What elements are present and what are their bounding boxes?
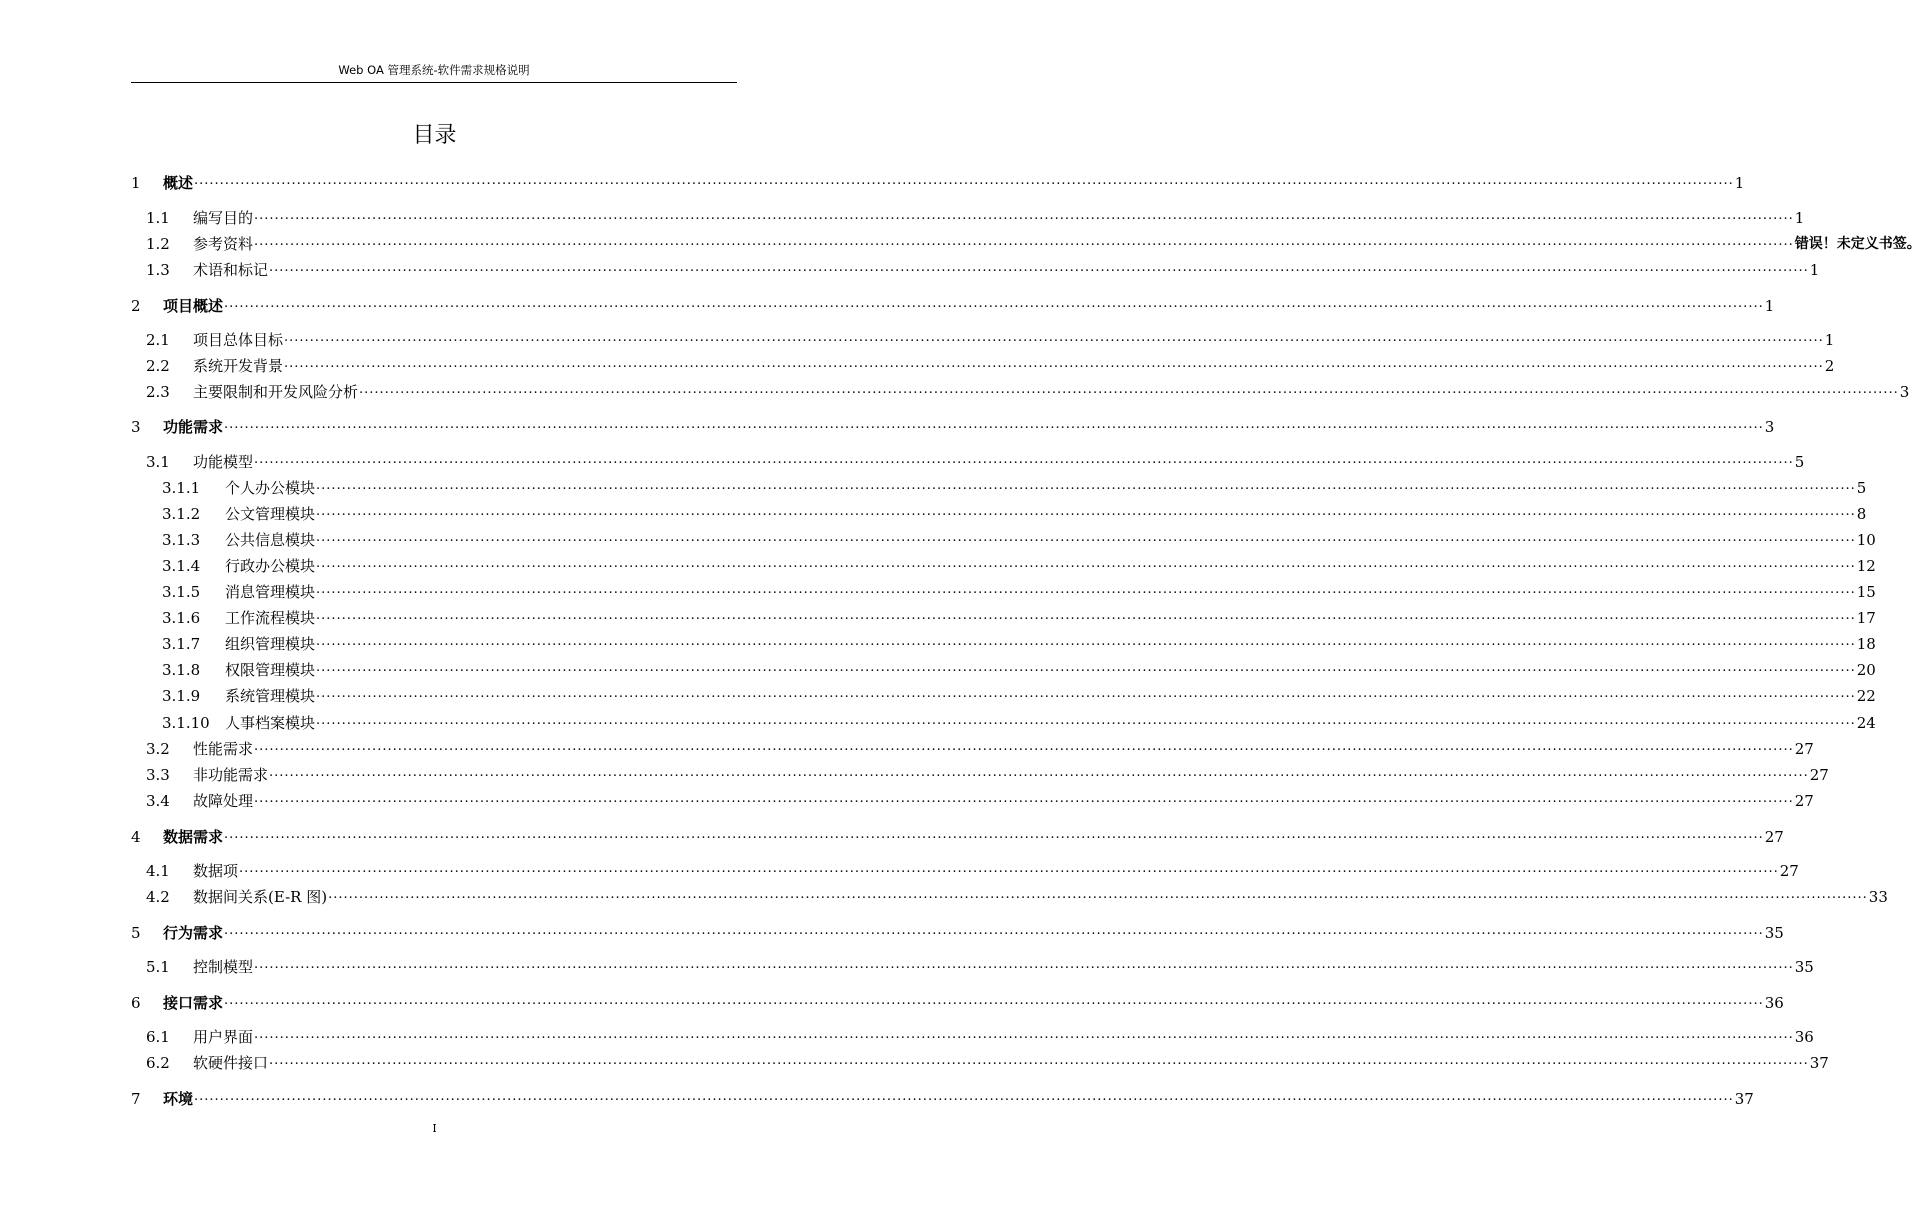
toc-leader-dots: ............................................................................................................................................................................................................................................................................................................ xyxy=(254,234,1794,249)
toc-entry-page: 5 xyxy=(1794,453,1805,471)
toc-entry-page: 10 xyxy=(1856,531,1876,549)
toc-entry[interactable] xyxy=(131,326,1835,350)
toc-leader-dots: ............................................................................................................................................................................................................................................................................................................ xyxy=(284,356,1824,371)
toc-leader-dots: ............................................................................................................................................................................................................................................................................................................ xyxy=(316,713,1856,728)
toc-entry[interactable] xyxy=(131,1049,1829,1073)
toc-entry-page: 27 xyxy=(1794,792,1814,810)
toc-entry-number: 1 xyxy=(131,174,141,192)
toc-entry-number: 3.1 xyxy=(146,453,170,471)
toc-entry-title: 用户界面 xyxy=(193,1028,254,1046)
toc-entry-title: 功能模型 xyxy=(193,453,254,471)
toc-entry-title: 术语和标记 xyxy=(193,261,269,279)
toc-entry[interactable] xyxy=(131,823,1784,847)
toc-entry-number: 6.2 xyxy=(146,1054,170,1072)
toc-leader-dots: ............................................................................................................................................................................................................................................................................................................ xyxy=(269,765,1809,780)
toc-entry-page: 8 xyxy=(1856,505,1867,523)
toc-entry[interactable] xyxy=(131,761,1829,785)
toc-entry-page: 2 xyxy=(1824,357,1835,375)
toc-entry-page: 1 xyxy=(1824,331,1835,349)
toc-entry-title: 系统管理模块 xyxy=(225,687,316,705)
toc-leader-dots: ............................................................................................................................................................................................................................................................................................................ xyxy=(328,887,1868,902)
toc-leader-dots: ............................................................................................................................................................................................................................................................................................................ xyxy=(316,478,1856,493)
toc-entry-number: 3.2 xyxy=(146,740,170,758)
toc-leader-dots: ............................................................................................................................................................................................................................................................................................................ xyxy=(316,582,1856,597)
toc-entry-title: 主要限制和开发风险分析 xyxy=(193,383,359,401)
toc-entry-title: 权限管理模块 xyxy=(225,661,316,679)
toc-entry-page: 12 xyxy=(1856,557,1876,575)
toc-leader-dots: ............................................................................................................................................................................................................................................................................................................ xyxy=(316,530,1856,545)
toc-leader-dots: ............................................................................................................................................................................................................................................................................................................ xyxy=(284,330,1824,345)
toc-entry-title: 非功能需求 xyxy=(193,766,269,784)
toc-entry-page: 27 xyxy=(1809,766,1829,784)
toc-leader-dots: ............................................................................................................................................................................................................................................................................................................ xyxy=(316,504,1856,519)
toc-entry-title: 系统开发背景 xyxy=(193,357,284,375)
toc-entry[interactable] xyxy=(131,204,1805,228)
toc-entry-page: 20 xyxy=(1856,661,1876,679)
toc-entry-number: 5 xyxy=(131,924,141,942)
toc-entry-title: 项目概述 xyxy=(163,297,224,315)
toc-entry-title: 个人办公模块 xyxy=(225,479,316,497)
toc-entry-title: 控制模型 xyxy=(193,958,254,976)
toc-entry[interactable] xyxy=(131,230,1921,254)
toc-entry-number: 6 xyxy=(131,994,141,1012)
toc-leader-dots: ............................................................................................................................................................................................................................................................................................................ xyxy=(316,686,1856,701)
toc-entry-page: 36 xyxy=(1794,1028,1814,1046)
toc-leader-dots: ............................................................................................................................................................................................................................................................................................................ xyxy=(269,1053,1809,1068)
toc-entry[interactable] xyxy=(131,169,1745,193)
toc-entry[interactable] xyxy=(131,448,1805,472)
toc-entry-number: 5.1 xyxy=(146,958,170,976)
toc-leader-dots: ............................................................................................................................................................................................................................................................................................................ xyxy=(224,296,1764,311)
toc-entry-title: 项目总体目标 xyxy=(193,331,284,349)
toc-entry[interactable] xyxy=(131,1085,1754,1109)
toc-entry[interactable] xyxy=(131,787,1814,811)
toc-leader-dots: ............................................................................................................................................................................................................................................................................................................ xyxy=(316,634,1856,649)
toc-entry[interactable] xyxy=(131,413,1775,437)
toc-entry[interactable] xyxy=(131,378,1910,402)
toc-leader-dots: ............................................................................................................................................................................................................................................................................................................ xyxy=(359,382,1899,397)
toc-entry-number: 3.1.4 xyxy=(162,557,201,575)
toc-entry-page: 18 xyxy=(1856,635,1876,653)
toc-entry-number: 2 xyxy=(131,297,141,315)
toc-entry-title: 公文管理模块 xyxy=(225,505,316,523)
toc-entry[interactable] xyxy=(131,709,1876,733)
toc-entry-number: 3.4 xyxy=(146,792,170,810)
toc-entry-page: 27 xyxy=(1794,740,1814,758)
toc-entry-page: 33 xyxy=(1868,888,1888,906)
toc-entry[interactable] xyxy=(131,578,1876,602)
toc-leader-dots: ............................................................................................................................................................................................................................................................................................................ xyxy=(224,923,1764,938)
toc-entry-title: 概述 xyxy=(163,174,194,192)
toc-entry-number: 3.1.7 xyxy=(162,635,201,653)
toc-leader-dots: ............................................................................................................................................................................................................................................................................................................ xyxy=(224,993,1764,1008)
page-number: I xyxy=(432,1122,437,1135)
toc-entry-page: 17 xyxy=(1856,609,1876,627)
toc-entry-page: 1 xyxy=(1794,209,1805,227)
toc-entry-number: 6.1 xyxy=(146,1028,170,1046)
toc-entry-title: 故障处理 xyxy=(193,792,254,810)
toc-entry[interactable] xyxy=(131,474,1867,498)
toc-entry-page: 35 xyxy=(1764,924,1784,942)
toc-entry-page: 5 xyxy=(1856,479,1867,497)
toc-leader-dots: ............................................................................................................................................................................................................................................................................................................ xyxy=(316,608,1856,623)
toc-entry-title: 行为需求 xyxy=(163,924,224,942)
toc-entry-title: 功能需求 xyxy=(163,418,224,436)
toc-leader-dots: ............................................................................................................................................................................................................................................................................................................ xyxy=(224,827,1764,842)
toc-entry-title: 环境 xyxy=(163,1090,194,1108)
toc-entry-number: 4 xyxy=(131,828,141,846)
toc-entry[interactable] xyxy=(131,500,1867,524)
toc-entry[interactable] xyxy=(131,256,1820,280)
toc-entry-number: 3.1.10 xyxy=(162,714,210,732)
toc-entry-number: 2.3 xyxy=(146,383,170,401)
toc-entry-page: 3 xyxy=(1899,383,1910,401)
toc-entry-number: 4.1 xyxy=(146,862,170,880)
toc-entry[interactable] xyxy=(131,989,1784,1013)
toc-entry[interactable] xyxy=(131,883,1888,907)
toc-entry[interactable] xyxy=(131,352,1835,376)
toc-leader-dots: ............................................................................................................................................................................................................................................................................................................ xyxy=(254,739,1794,754)
toc-entry-page: 22 xyxy=(1856,687,1876,705)
toc-entry-number: 3.1.9 xyxy=(162,687,201,705)
toc-entry-title: 公共信息模块 xyxy=(225,531,316,549)
toc-entry-title: 软硬件接口 xyxy=(193,1054,269,1072)
toc-entry-page: 24 xyxy=(1856,714,1876,732)
toc-entry-number: 1.2 xyxy=(146,235,170,253)
toc-entry-title: 工作流程模块 xyxy=(225,609,316,627)
toc-entry-title: 人事档案模块 xyxy=(225,714,316,732)
toc-entry-title: 组织管理模块 xyxy=(225,635,316,653)
toc-leader-dots: ............................................................................................................................................................................................................................................................................................................ xyxy=(194,173,1734,188)
toc-entry-page: 27 xyxy=(1779,862,1799,880)
toc-entry-number: 3.3 xyxy=(146,766,170,784)
toc-entry[interactable] xyxy=(131,857,1799,881)
toc-entry-page: 15 xyxy=(1856,583,1876,601)
toc-entry-title: 接口需求 xyxy=(163,994,224,1012)
toc-leader-dots: ............................................................................................................................................................................................................................................................................................................ xyxy=(269,260,1809,275)
toc-leader-dots: ............................................................................................................................................................................................................................................................................................................ xyxy=(224,417,1764,432)
toc-leader-dots: ............................................................................................................................................................................................................................................................................................................ xyxy=(254,1027,1794,1042)
toc-leader-dots: ............................................................................................................................................................................................................................................................................................................ xyxy=(316,660,1856,675)
toc-entry-page: 35 xyxy=(1794,958,1814,976)
toc-entry-number: 4.2 xyxy=(146,888,170,906)
toc-entry-number: 3.1.2 xyxy=(162,505,201,523)
toc-leader-dots: ............................................................................................................................................................................................................................................................................................................ xyxy=(239,861,1779,876)
toc-entry-number: 3 xyxy=(131,418,141,436)
toc-entry-number: 3.1.6 xyxy=(162,609,201,627)
toc-entry[interactable] xyxy=(131,552,1876,576)
toc-entry-number: 1.3 xyxy=(146,261,170,279)
toc-entry-number: 3.1.8 xyxy=(162,661,201,679)
toc-entry[interactable] xyxy=(131,526,1876,550)
toc-entry-page: 1 xyxy=(1764,297,1775,315)
toc-entry-title: 参考资料 xyxy=(193,235,254,253)
toc-leader-dots: ............................................................................................................................................................................................................................................................................................................ xyxy=(316,556,1856,571)
toc-entry[interactable] xyxy=(131,953,1814,977)
toc-entry-title: 数据需求 xyxy=(163,828,224,846)
page-title: 目录 xyxy=(412,123,457,148)
toc-entry-title: 性能需求 xyxy=(193,740,254,758)
toc-entry-number: 3.1.5 xyxy=(162,583,201,601)
toc-leader-dots: ............................................................................................................................................................................................................................................................................................................ xyxy=(254,791,1794,806)
toc-entry[interactable] xyxy=(131,604,1876,628)
toc-entry[interactable] xyxy=(131,630,1876,654)
toc-entry-page: 错误！未定义书签。 xyxy=(1794,236,1921,252)
toc-entry-page: 37 xyxy=(1734,1090,1754,1108)
toc-entry-number: 2.2 xyxy=(146,357,170,375)
toc-entry-number: 3.1.3 xyxy=(162,531,201,549)
toc-entry-page: 37 xyxy=(1809,1054,1829,1072)
toc-entry-number: 2.1 xyxy=(146,331,170,349)
toc-entry-number: 3.1.1 xyxy=(162,479,201,497)
toc-entry-page: 1 xyxy=(1809,261,1820,279)
toc-leader-dots: ............................................................................................................................................................................................................................................................................................................ xyxy=(254,957,1794,972)
toc-entry-title: 行政办公模块 xyxy=(225,557,316,575)
toc-entry-page: 27 xyxy=(1764,828,1784,846)
toc-entry-title: 数据项 xyxy=(193,862,239,880)
toc-entry-title: 编写目的 xyxy=(193,209,254,227)
toc-entry-page: 3 xyxy=(1764,418,1775,436)
toc-entry-page: 1 xyxy=(1734,174,1745,192)
toc-entry-title: 消息管理模块 xyxy=(225,583,316,601)
toc-entry[interactable] xyxy=(131,682,1876,706)
toc-entry-title: 数据间关系(E-R 图) xyxy=(193,888,328,906)
toc-entry[interactable] xyxy=(131,919,1784,943)
toc-entry-number: 7 xyxy=(131,1090,141,1108)
toc-leader-dots: ............................................................................................................................................................................................................................................................................................................ xyxy=(194,1089,1734,1104)
toc-leader-dots: ............................................................................................................................................................................................................................................................................................................ xyxy=(254,452,1794,467)
toc-entry[interactable] xyxy=(131,1023,1814,1047)
toc-entry[interactable] xyxy=(131,656,1876,680)
toc-entry-page: 36 xyxy=(1764,994,1784,1012)
page-header: Web OA 管理系统-软件需求规格说明 xyxy=(131,60,737,83)
toc-entry[interactable] xyxy=(131,735,1814,759)
toc-entry[interactable] xyxy=(131,292,1775,316)
toc-entry-number: 1.1 xyxy=(146,209,170,227)
toc-leader-dots: ............................................................................................................................................................................................................................................................................................................ xyxy=(254,208,1794,223)
